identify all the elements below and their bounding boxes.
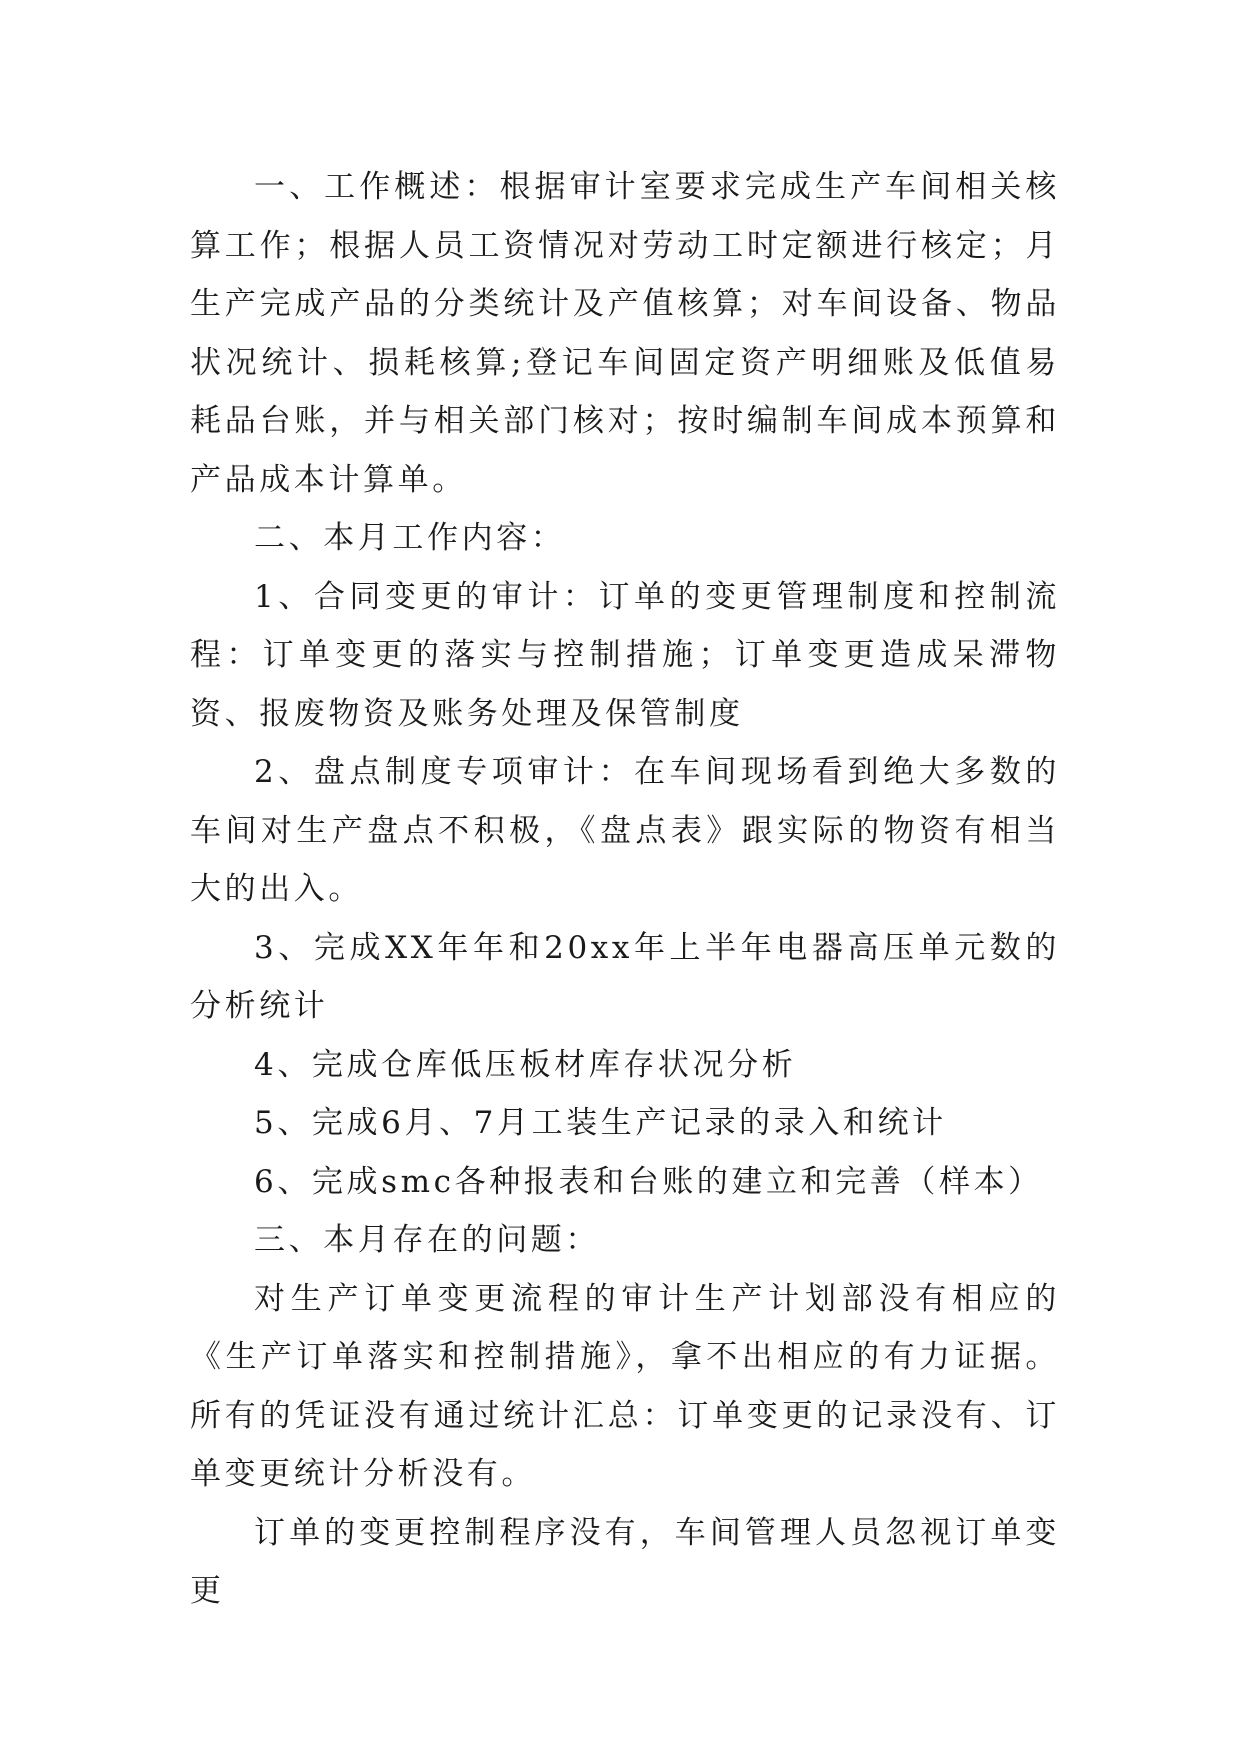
paragraph-order-change-audit: 对生产订单变更流程的审计生产计划部没有相应的《生产订单落实和控制措施》，拿不出相应的有力证据。所有的凭证没有通过统计汇总：订单变更的记录没有、订单变更统计分析没有。 xyxy=(190,1280,1060,1492)
list-item-smc-reports: 6、完成smc各种报表和台账的建立和完善（样本） xyxy=(254,1163,1043,1200)
paragraph-change-control: 订单的变更控制程序没有，车间管理人员忽视订单变更 xyxy=(190,1514,1060,1609)
document-page xyxy=(190,158,1060,1621)
paragraph-work-overview: 一、工作概述：根据审计室要求完成生产车间相关核算工作；根据人员工资情况对劳动工时定额进行核定；月生产完成产品的分类统计及产值核算；对车间设备、物品状况统计、损耗核算;登记车间固定资产明细账及低值易耗品台账，并与相关部门核对；按时编制车间成本预算和产品成本计算单。 xyxy=(190,169,1060,498)
list-item-tooling-records: 5、完成6月、7月工装生产记录的录入和统计 xyxy=(254,1105,947,1141)
list-item-contract-audit: 1、合同变更的审计：订单的变更管理制度和控制流程：订单变更的落实与控制措施；订单变更造成呆滞物资、报废物资及账务处理及保管制度 xyxy=(190,578,1060,732)
list-item-warehouse-analysis: 4、完成仓库低压板材库存状况分析 xyxy=(254,1046,797,1083)
list-item-inventory-audit: 2、盘点制度专项审计：在车间现场看到绝大多数的车间对生产盘点不积极，《盘点表》跟实际的物资有相当大的出入。 xyxy=(190,754,1060,907)
list-item-hv-statistics: 3、完成XX年年和20xx年上半年电器高压单元数的分析统计 xyxy=(190,929,1060,1024)
heading-monthly-work: 二、本月工作内容： xyxy=(254,520,566,556)
heading-monthly-problems: 三、本月存在的问题： xyxy=(254,1222,600,1258)
